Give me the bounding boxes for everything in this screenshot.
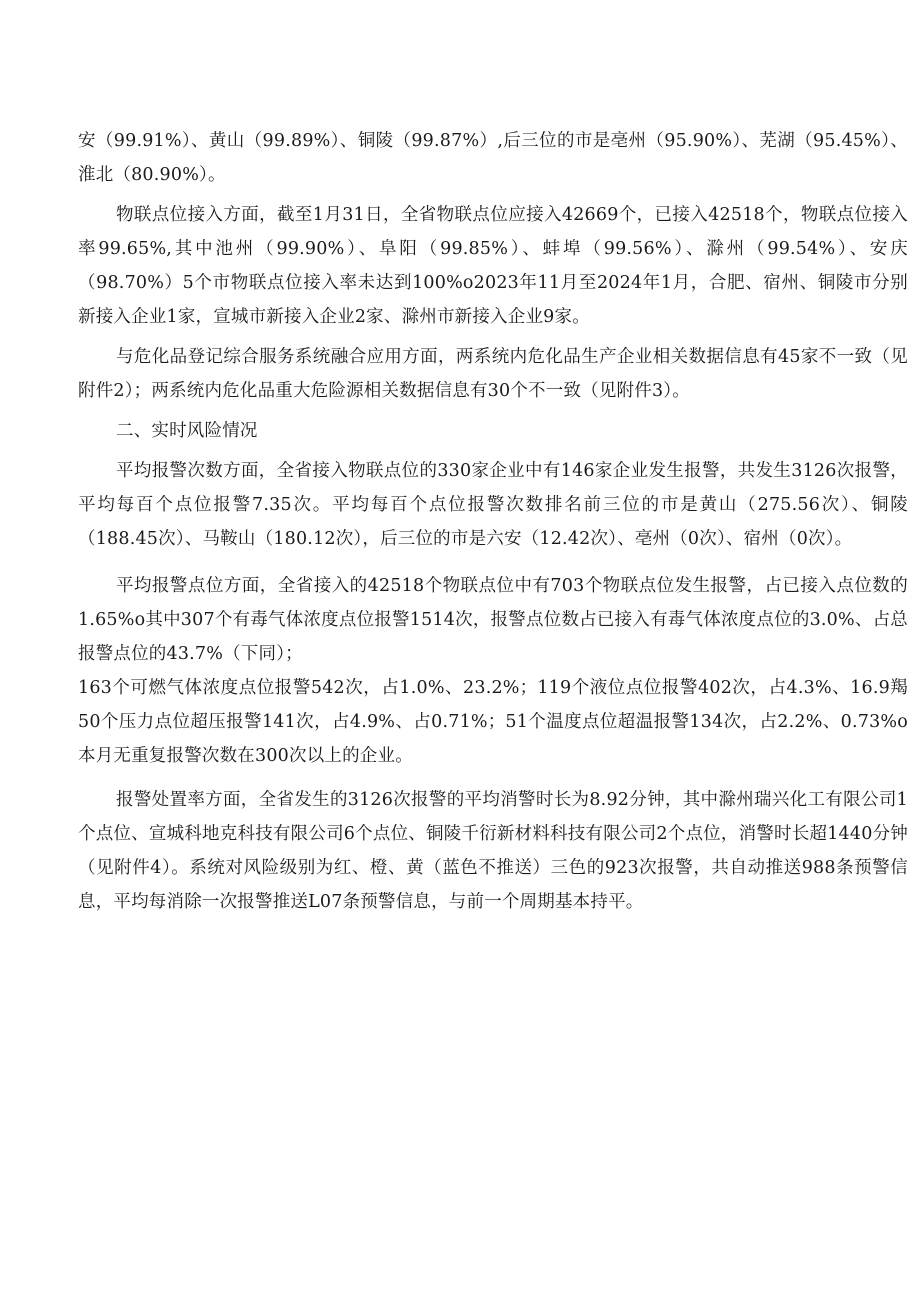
paragraph-alarm-breakdown: 163个可燃气体浓度点位报警542次，占1.0%、23.2%；119个液位点位报警402次，占4.3%、16.9羯50个压力点位超压报警141次，占4.9%、占0.71%；51个温度点位超温报警134次，占2.2%、0.73%o本月无重复报警次数在300次以上的企业。 bbox=[78, 678, 908, 766]
paragraph-iot-access: 物联点位接入方面，截至1月31日，全省物联点位应接入42669个，已接入42518个，物联点位接入率99.65%,其中池州（99.90%）、阜阳（99.85%）、蚌埠（99.56%）、滁州（99.54%）、安庆（98.70%）5个市物联点位接入率未达到100%o2023年11月至2024年1月，合肥、宿州、铜陵市分别新接入企业1家，宣城市新接入企业2家、滁州市新接入企业9家。 bbox=[78, 205, 908, 327]
document-body bbox=[78, 124, 908, 919]
paragraph-city-ranking-continued: 安（99.91%）、黄山（99.89%）、铜陵（99.87%）,后三位的市是亳州（95.90%）、芜湖（95.45%）、淮北（80.90%）。 bbox=[78, 131, 908, 185]
section-heading-realtime-risk: 二、实时风险情况 bbox=[116, 421, 258, 441]
paragraph-average-alarm-points: 平均报警点位方面，全省接入的42518个物联点位中有703个物联点位发生报警，占已接入点位数的1.65%o其中307个有毒气体浓度点位报警1514次，报警点位数占已接入有毒气体浓度点位的3.0%、占总报警点位的43.7%（下同）； bbox=[78, 576, 908, 664]
paragraph-system-integration: 与危化品登记综合服务系统融合应用方面，两系统内危化品生产企业相关数据信息有45家不一致（见附件2）；两系统内危化品重大危险源相关数据信息有30个不一致（见附件3）。 bbox=[78, 347, 908, 401]
paragraph-average-alarm-count: 平均报警次数方面，全省接入物联点位的330家企业中有146家企业发生报警，共发生3126次报警，平均每百个点位报警7.35次。平均每百个点位报警次数排名前三位的市是黄山（275.56次）、铜陵（188.45次）、马鞍山（180.12次），后三位的市是六安（12.42次）、亳州（0次）、宿州（0次）。 bbox=[78, 461, 908, 549]
paragraph-alarm-handling: 报警处置率方面，全省发生的3126次报警的平均消警时长为8.92分钟，其中滁州瑞兴化工有限公司1个点位、宣城科地克科技有限公司6个点位、铜陵千衍新材料科技有限公司2个点位，消警时长超1440分钟（见附件4）。系统对风险级别为红、橙、黄（蓝色不推送）三色的923次报警，共自动推送988条预警信息，平均每消除一次报警推送L07条预警信息，与前一个周期基本持平。 bbox=[78, 790, 908, 912]
